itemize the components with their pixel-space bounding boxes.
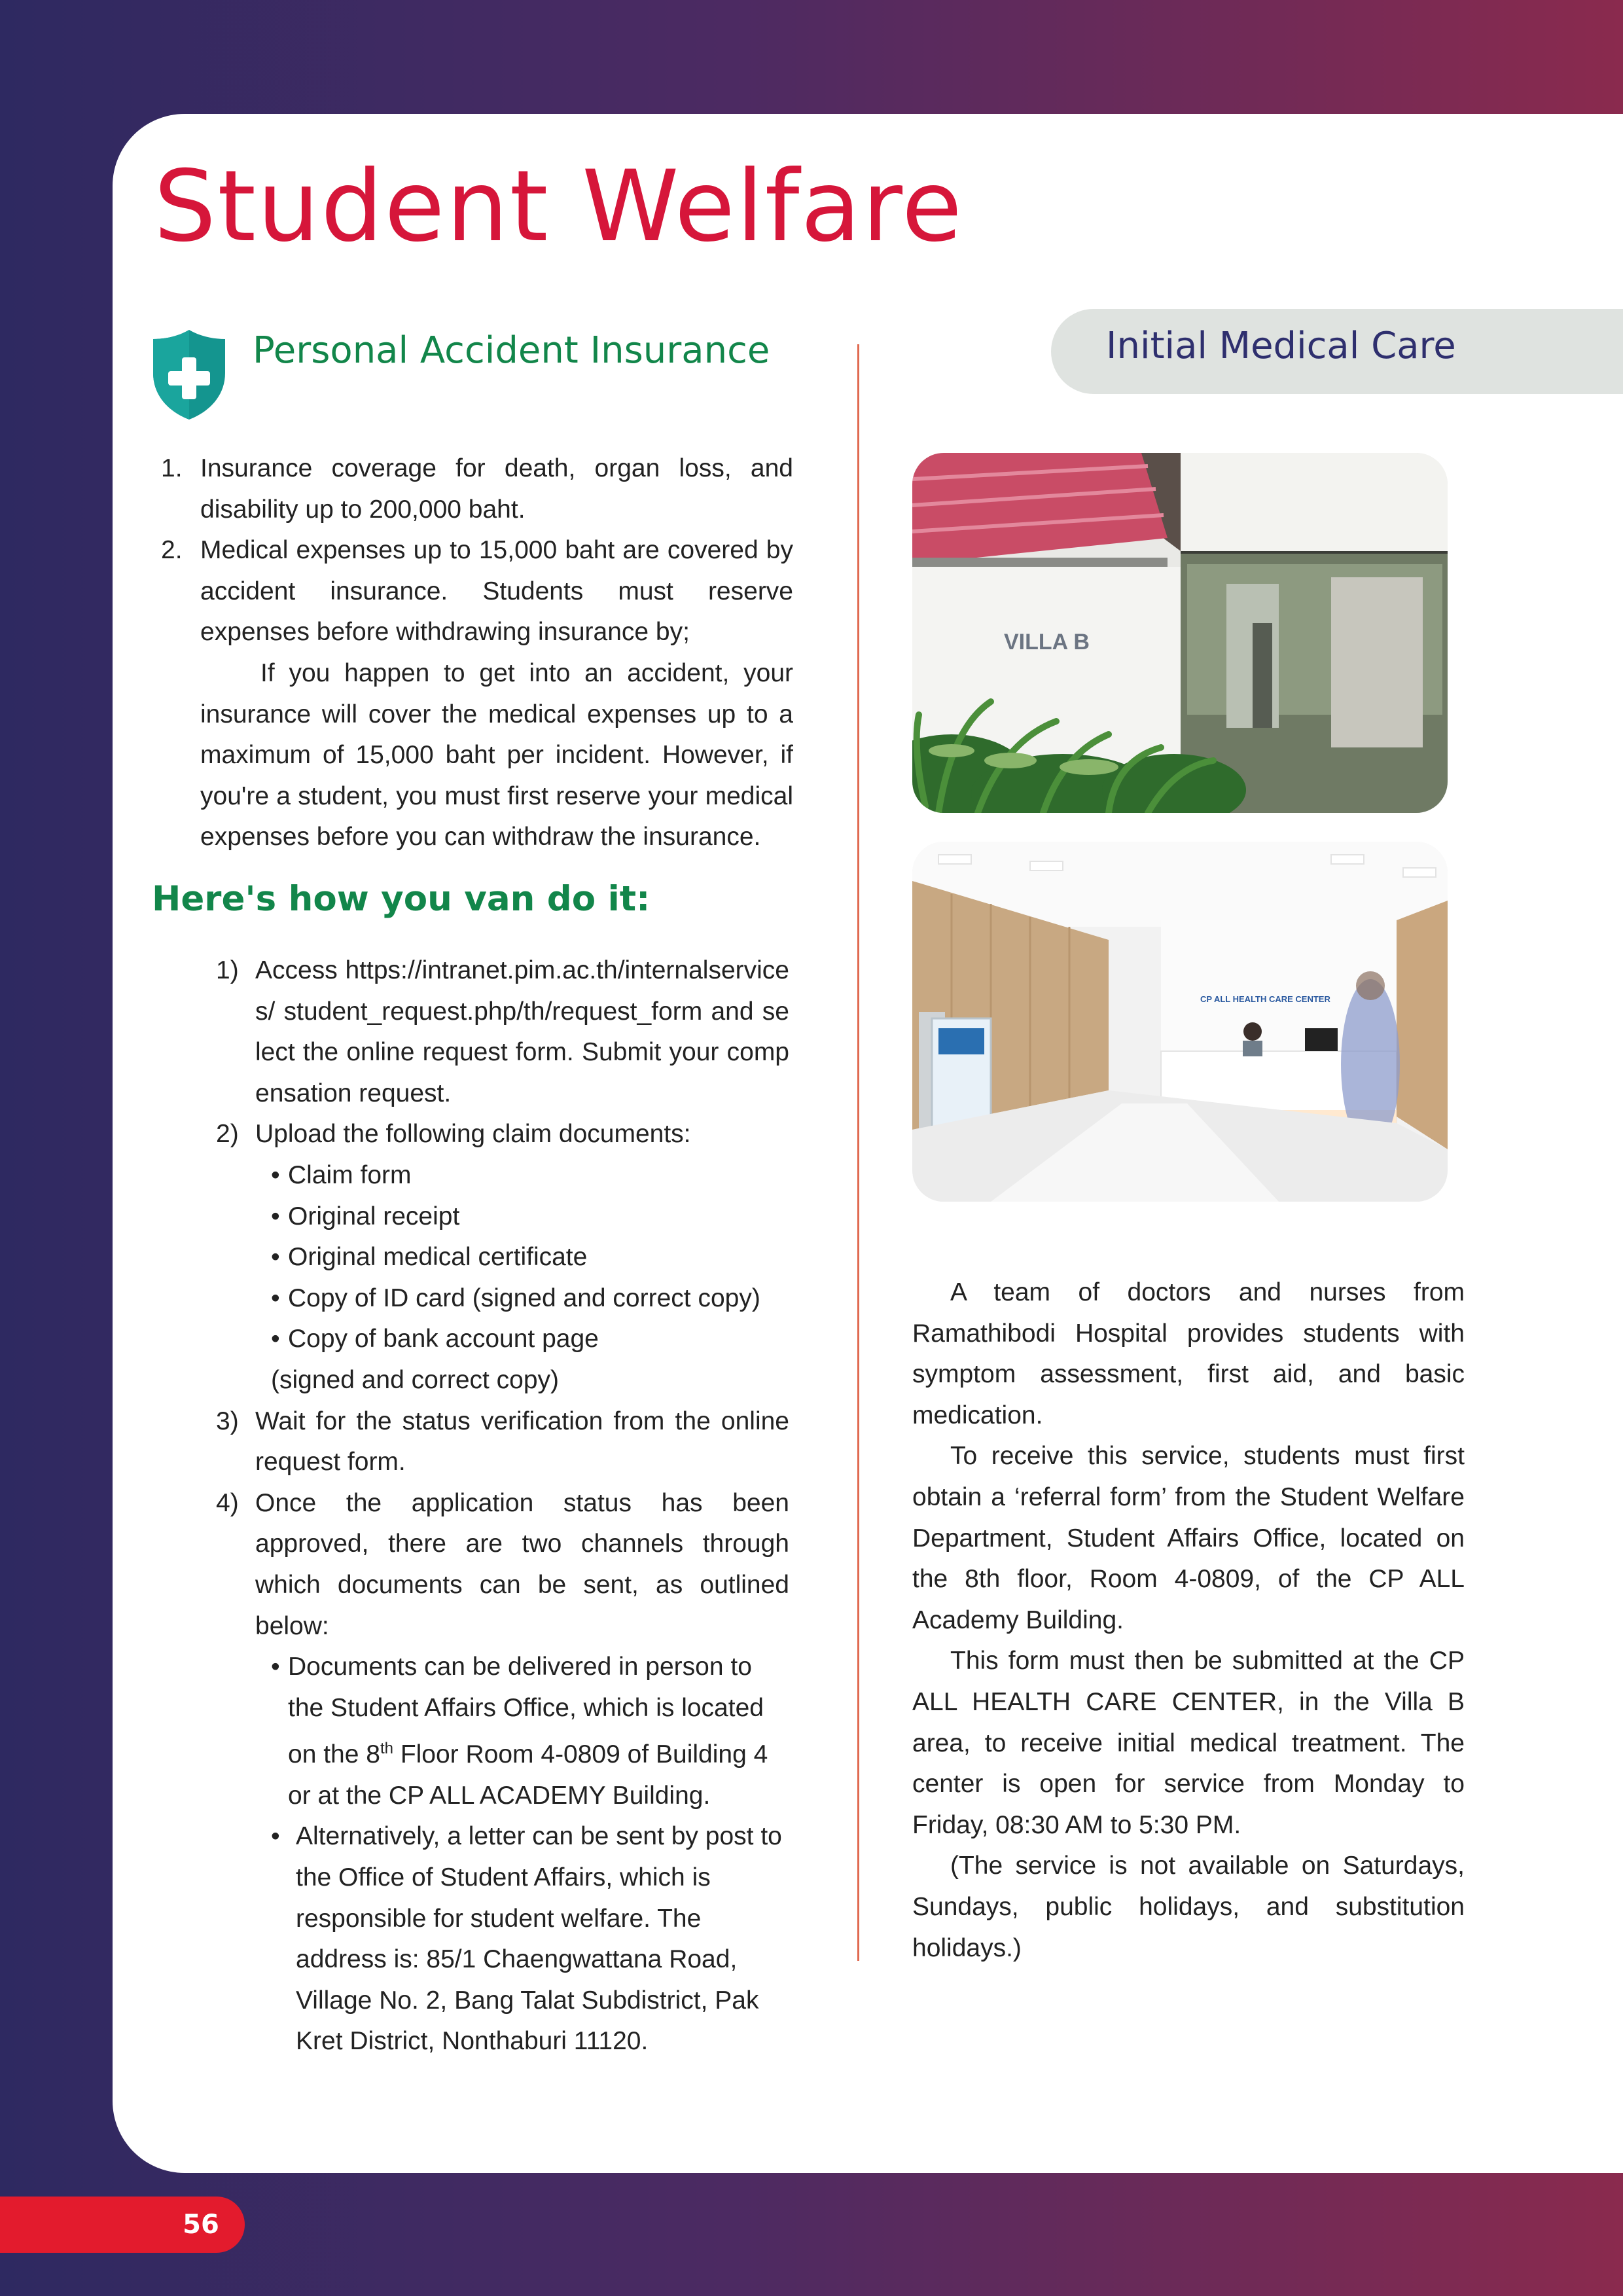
list-item-text: Copy of bank account page: [288, 1325, 599, 1354]
villa-b-photo: [912, 453, 1448, 813]
insurance-explanation: If you happen to get into an accident, your insurance will cover the medical expenses up to a maximum of 15,000 baht per incident. However, if you're a student, you must first reserve your medical expenses before you can withdraw the insurance.: [200, 658, 793, 852]
health-care-center-sign: CP ALL HEALTH CARE CENTER: [1200, 994, 1330, 1004]
bullet-dot: •: [271, 1160, 280, 1189]
medical-care-paragraph: (The service is not available on Saturdays, Sundays, public holidays, and substitution holidays.): [912, 1852, 1465, 1962]
step-marker: 4): [216, 1488, 239, 1517]
delivery-channels-list: [271, 1647, 789, 2062]
step-text: Once the application status has been approved, there are two channels through which documents can be sent, as outlined below:: [255, 1488, 789, 1640]
list-item: [271, 1319, 789, 1360]
list-item-text: Original medical certificate: [288, 1243, 588, 1272]
list-item: [271, 1237, 789, 1278]
bullet-dot: •: [271, 1283, 280, 1312]
list-item: [271, 1155, 789, 1196]
bullet-dot: •: [271, 1822, 280, 1851]
howto-heading: Here's how you van do it:: [152, 879, 651, 919]
section-heading-medical-care: Initial Medical Care: [1106, 325, 1456, 367]
list-marker: 2.: [161, 536, 183, 565]
step-item: [216, 1114, 789, 1401]
claim-steps-block: [216, 950, 789, 2062]
page-title: Student Welfare: [154, 150, 964, 264]
channel-by-post-text: Alternatively, a letter can be sent by post to the Office of Student Affairs, which is responsible for student welfare. The address is: 85/1 Chaengwattana Road, Village No. 2, Bang Talat Subdistrict, Pak Kret District, Nonthaburi 11120.: [296, 1822, 782, 2056]
list-item: [154, 530, 793, 653]
step-item: [216, 950, 789, 1114]
villa-b-sign: VILLA B: [1004, 630, 1090, 655]
step-text: Access https://intranet.pim.ac.th/internalservices/ student_request.php/th/request_form and select the online request form. Submit your compensation request.: [255, 956, 789, 1107]
coverage-list: [154, 448, 793, 653]
step-item: [216, 1401, 789, 1483]
health-care-center-photo: [912, 842, 1448, 1202]
list-marker: 1.: [161, 454, 183, 482]
medical-care-paragraph: This form must then be submitted at the CP ALL HEALTH CARE CENTER, in the Villa B area, to receive initial medical treatment. The center is open for service from Monday to Friday, 08:30 AM to 5:30 PM.: [912, 1647, 1465, 1839]
medical-care-paragraph: A team of doctors and nurses from Ramathibodi Hospital provides students with symptom assessment, first aid, and basic medication.: [912, 1278, 1465, 1429]
shield-plus-icon: [149, 327, 229, 422]
list-item-text: Claim form: [288, 1160, 412, 1189]
channel-in-person-text: Documents can be delivered in person to the Student Affairs Office, which is located on the 8: [288, 1653, 764, 1769]
step-marker: 1): [216, 956, 239, 984]
list-item-text: Medical expenses up to 15,000 baht are covered by accident insurance. Students must reserve expenses before withdrawing insurance by;: [200, 536, 793, 647]
list-item-text: Copy of ID card (signed and correct copy): [288, 1283, 760, 1312]
ordinal-suffix: th: [380, 1740, 393, 1758]
list-item-text: Original receipt: [288, 1202, 460, 1230]
bullet-dot: •: [271, 1202, 280, 1230]
list-item: [271, 1647, 789, 1816]
medical-care-text: [912, 1272, 1465, 1969]
claim-documents-list: [271, 1155, 789, 1360]
page-number: 56: [183, 2210, 219, 2240]
step-text: Wait for the status verification from the online request form.: [255, 1407, 789, 1477]
bullet-dot: •: [271, 1243, 280, 1272]
list-item: [271, 1278, 789, 1319]
step-marker: 2): [216, 1120, 239, 1149]
medical-care-paragraph: To receive this service, students must first obtain a ‘referral form’ from the Student Welfare Department, Student Affairs Office, located on the 8th floor, Room 4-0809, of the CP ALL Academy Building.: [912, 1442, 1465, 1634]
bullet-dot: •: [271, 1653, 280, 1681]
list-item: [154, 448, 793, 530]
bullet-dot: •: [271, 1325, 280, 1354]
channel-in-person-text-end: Floor Room 4-0809 of Building 4 or at the CP ALL ACADEMY Building.: [288, 1740, 768, 1810]
section-heading-accident-insurance: Personal Accident Insurance: [253, 329, 770, 372]
column-divider: [857, 344, 859, 1961]
insurance-coverage-block: [154, 448, 793, 858]
claim-documents-tail: (signed and correct copy): [271, 1365, 560, 1394]
list-item: [271, 1196, 789, 1238]
list-item: [271, 1816, 789, 2062]
step-marker: 3): [216, 1407, 239, 1435]
step-item: [216, 1483, 789, 2062]
steps-list: [216, 950, 789, 2062]
list-item-text: Insurance coverage for death, organ loss, and disability up to 200,000 baht.: [200, 454, 793, 524]
step-text: Upload the following claim documents:: [255, 1120, 691, 1149]
